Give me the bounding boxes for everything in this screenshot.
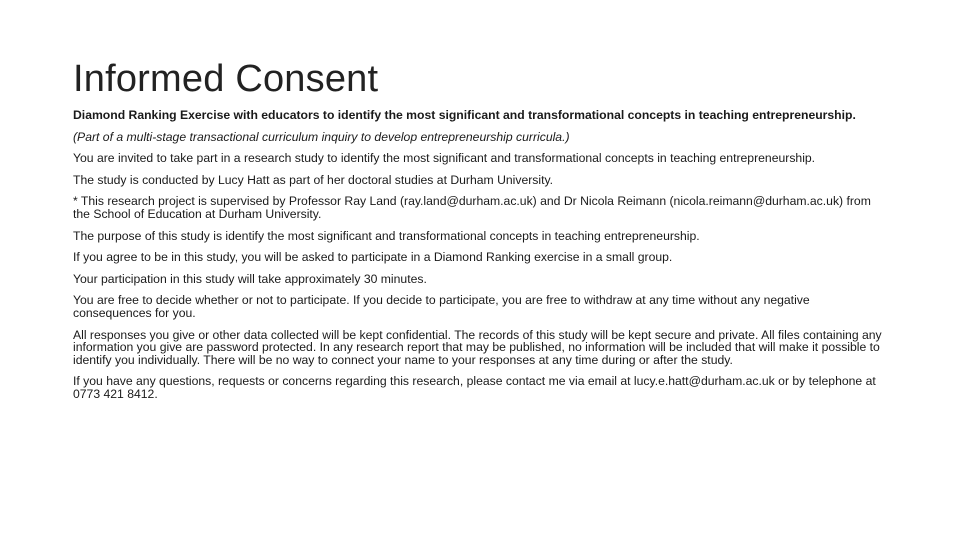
invitation-paragraph: You are invited to take part in a research study to identify the most significant and transformational concepts in teaching entrepreneurship.	[73, 151, 816, 166]
slide-body	[73, 109, 883, 410]
subtitle-paragraph: Diamond Ranking Exercise with educators to identify the most significant and transformational concepts in teaching entrepreneurship.	[73, 108, 856, 122]
confidentiality-paragraph: All responses you give or other data collected will be kept confidential. The records of this study will be kept secure and private. All files containing any information you give are password protected. In any research report that may be published, no information will be included that will make it possible to identify you individually. There will be no way to connect your name to your responses at any time during or after the study.	[73, 327, 882, 367]
slide-title: Informed Consent	[73, 58, 379, 100]
purpose-paragraph: The purpose of this study is identify the most significant and transformational concepts in teaching entrepreneurship.	[73, 228, 700, 243]
contact-paragraph: If you have any questions, requests or concerns regarding this research, please contact me via email at lucy.e.hatt@durham.ac.uk or by telephone at 0773 421 8412.	[73, 374, 876, 401]
conductor-paragraph: The study is conducted by Lucy Hatt as part of her doctoral studies at Durham University.	[73, 172, 554, 187]
context-paragraph: (Part of a multi-stage transactional curriculum inquiry to develop entrepreneurship curricula.)	[73, 129, 570, 144]
withdrawal-paragraph: You are free to decide whether or not to participate. If you decide to participate, you are free to withdraw at any time without any negative consequences for you.	[73, 293, 810, 320]
duration-paragraph: Your participation in this study will take approximately 30 minutes.	[73, 271, 427, 286]
participation-paragraph: If you agree to be in this study, you will be asked to participate in a Diamond Ranking exercise in a small group.	[73, 250, 673, 265]
supervisor-paragraph: * This research project is supervised by Professor Ray Land (ray.land@durham.ac.uk) and Dr Nicola Reimann (nicola.reimann@durham.ac.uk) from the School of Education at Durham University.	[73, 194, 871, 221]
